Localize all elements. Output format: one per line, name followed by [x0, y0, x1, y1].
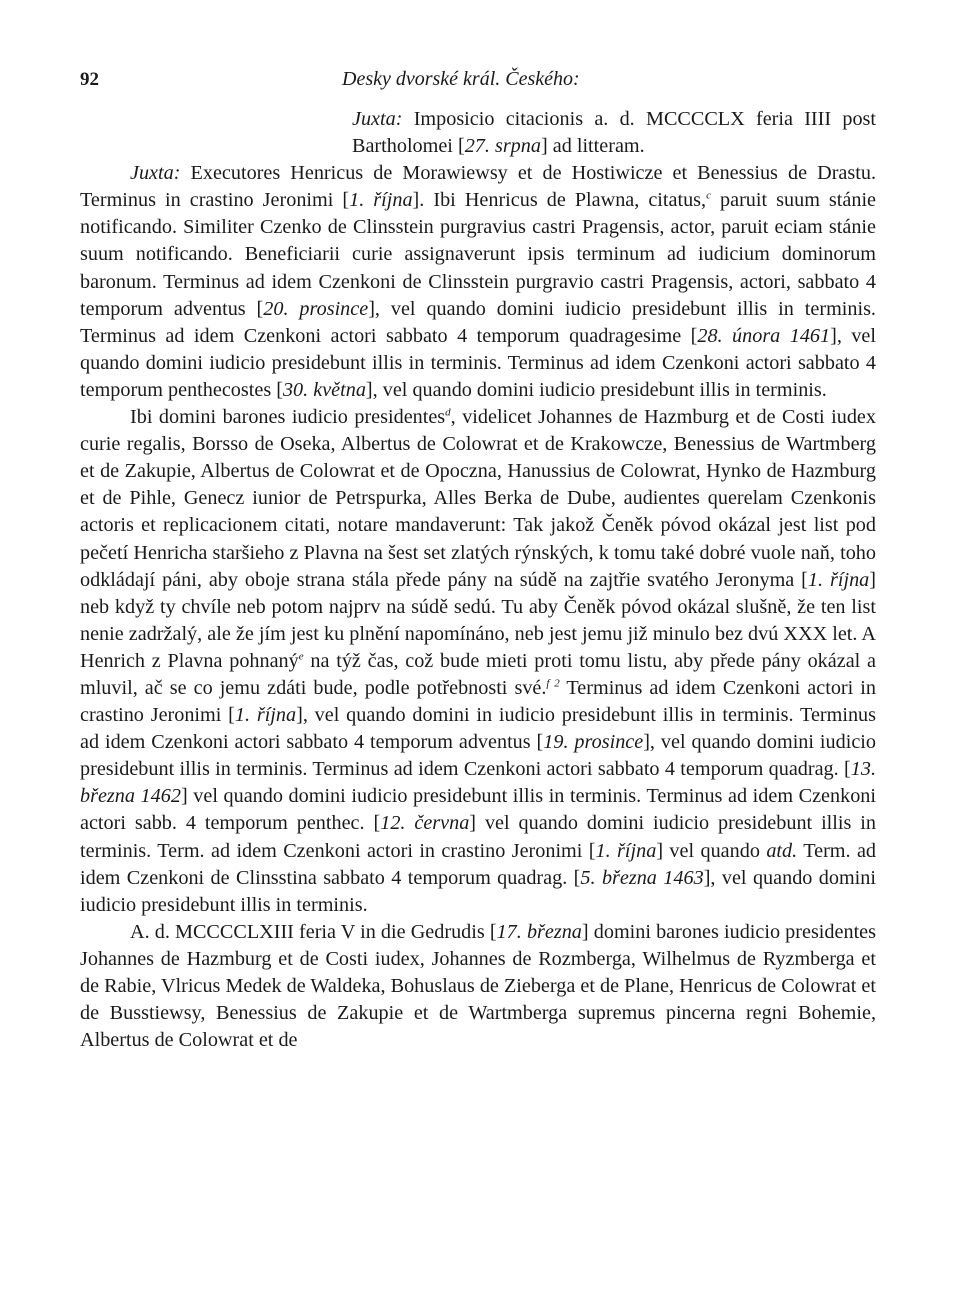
text-run: ] vel quando domini iudicio presidebunt illis in terminis. Terminus ad idem Czenkoni actori sabb. 4 temporum penthec. [ — [80, 785, 876, 835]
italic-text-run: 27. srpna — [464, 135, 541, 158]
text-run: ], vel quando domini iudicio presidebunt illis in terminis. Terminus ad idem Czenkoni actori sabbato 4 temporum penthecostes [ — [80, 324, 876, 401]
italic-text-run: 20. prosince — [263, 297, 369, 320]
footnote-marker: d — [445, 406, 451, 419]
text-run: na týž čas, což bude mieti proti tomu listu, aby přede pány okázal a mluvil, ač se co jemu zdáti bude, podle potřebnosti své. — [80, 649, 876, 699]
italic-text-run: 1. října — [595, 839, 657, 862]
italic-text-run: 28. února 1461 — [697, 324, 831, 347]
text-run: ], vel quando domini iudicio presidebunt illis in terminis. — [365, 378, 827, 401]
paragraph-anno-domini-1463 — [80, 919, 876, 1054]
footnote-marker: e — [298, 650, 304, 663]
text-run: paruit suum stánie notificando. Similiter Czenko de Clinsstein purgravius castri Pragensis, actor, paruit eciam stánie suum notificando. Beneficiarii curie assignaverunt ipsis terminum ad iudicium dominorum baronum. Terminus ad idem Czenkoni de Clinsstein purgravio castri Pragensis, actori, sabbato 4 temporum adventus [ — [80, 189, 877, 320]
text-run: A. d. MCCCCLXIII feria V in die Gedrudis [ — [130, 920, 497, 943]
italic-text-run: 19. prosince — [543, 731, 644, 754]
document-page — [80, 66, 876, 1054]
footnote-marker: f 2 — [546, 677, 560, 690]
italic-text-run: 17. března — [496, 920, 582, 943]
italic-text-run: 1. října — [234, 704, 297, 727]
text-run: Executores Henricus de Morawiewsy et de Hostiwicze et Benessius de Drastu. Terminus in crastino Jeronimi [ — [80, 162, 876, 212]
running-title: Desky dvorské král. Českého: — [342, 68, 580, 90]
text-run: Terminus ad idem Czenkoni actori in crastino Jeronimi [ — [80, 676, 876, 727]
italic-text-run: 12. června — [380, 812, 470, 835]
italic-text-run: atd. — [766, 839, 798, 862]
footnote-marker: c — [706, 189, 711, 202]
paragraph-juxta-imposicio — [80, 106, 876, 160]
text-run: ], vel quando domini iudicio presidebunt illis in terminis. Terminus ad idem Czenkoni actori sabbato 4 temporum quadragesime [ — [80, 297, 876, 347]
text-run: Ibi domini barones iudicio presidentes — [130, 406, 446, 429]
paragraph-ibi-domini-barones — [80, 404, 876, 919]
text-run: , videlicet Johannes de Hazmburg et de Costi iudex curie regalis, Borsso de Oseka, Albertus de Colowrat et de Krakowcze, Benessius de Wartmberg et de Zakupie, Albertus de Colowrat et de Opoczna, Hanussius de Colowrat, Hynko de Hazmburg et de Pihle, Genecz iunior de Petrspurka, Alles Berka de Dube, audientes querelam Czenkonis actoris et replicacionem citati, notare mandaverunt: Tak jakož Čeněk póvod okázal jest list pod pečetí Henricha staršieho z Plavna na šest set zlatých rýnských, k tomu také dobré vuole naň, toho odkládají páni, aby oboje strana stála přede pány na súdě na zajtřie svatého Jeronyma [ — [80, 406, 876, 591]
paragraph-juxta-executores — [80, 160, 876, 404]
italic-text-run: 1. října — [349, 189, 413, 212]
text-run: ] vel quando — [656, 839, 767, 862]
text-run: ], vel quando domini iudicio presidebunt illis in terminis. — [80, 866, 876, 916]
text-run: ] neb když ty chvíle neb potom najprv na súdě sedú. Tu aby Čeněk póvod okázal slušně, že ten list nenie zadržalý, ale že jím jest ku plnění napomínáno, neb jest jemu již minulo bez dvú XXX let. A Henrich z Plavna pohnaný — [80, 568, 876, 672]
running-head — [80, 66, 876, 106]
text-run: ]. Ibi Henricus de Plawna, citatus, — [412, 189, 707, 212]
italic-text-run: 13. března 1462 — [80, 758, 876, 808]
text-run: Term. ad idem Czenkoni de Clinsstina sabbato 4 temporum quadrag. [ — [80, 839, 877, 889]
text-run: Imposicio citacionis a. d. MCCCCLX feria IIII post Bartholomei [ — [352, 108, 876, 158]
italic-text-run: 1. října — [807, 568, 870, 591]
text-run: ] domini barones iudicio presidentes Johannes de Hazmburg et de Costi iudex, Johannes de Rozmberga, Wilhelmus de Ryzmberga et de Rabie, Vlricus Medek de Waldeka, Bohuslaus de Zieberga et de Plane, Henricus de Colowrat et de Busstiewsy, Benessius de Zakupie et de Wartmberga supremus pincerna regni Bohemie, Albertus de Colowrat et de — [80, 920, 876, 1052]
page-number: 92 — [80, 69, 99, 90]
italic-text-run: Juxta: — [130, 162, 181, 185]
text-run: ], vel quando domini iudicio presidebunt illis in terminis. Terminus ad idem Czenkoni actori sabbato 4 temporum quadrag. [ — [80, 731, 876, 781]
italic-text-run: 30. května — [282, 378, 366, 401]
text-run: ] ad litteram. — [540, 135, 645, 158]
text-run: ] vel quando domini iudicio presidebunt illis in terminis. Term. ad idem Czenkoni actori in crastino Jeronimi [ — [80, 812, 876, 862]
italic-text-run: 5. března 1463 — [580, 866, 704, 889]
italic-text-run: Juxta: — [352, 108, 403, 130]
text-run: ], vel quando domini in iudicio presidebunt illis in terminis. Terminus ad idem Czenkoni actori sabbato 4 temporum adventus [ — [80, 704, 876, 754]
